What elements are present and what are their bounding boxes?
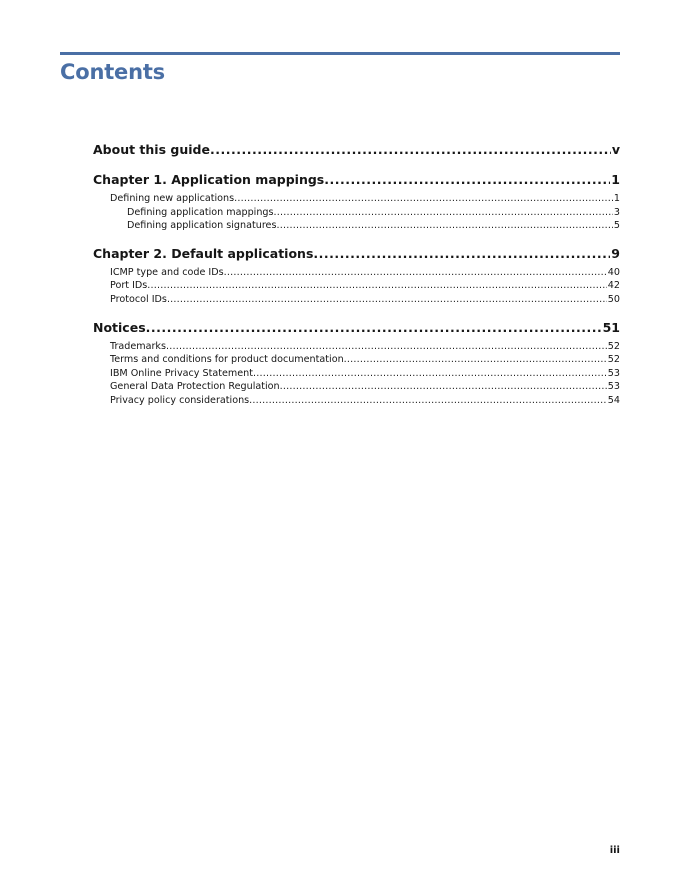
toc-entry-label: About this guide bbox=[93, 142, 210, 157]
toc-entry-label: Notices bbox=[93, 319, 146, 335]
toc-entry-port-ids[interactable] bbox=[93, 279, 620, 293]
toc-entry-label: ICMP type and code IDs bbox=[110, 266, 224, 278]
toc-entry-label: Privacy policy considerations bbox=[110, 394, 250, 406]
toc-entry-label: Terms and conditions for product documentation bbox=[110, 354, 344, 366]
toc-leader-dots bbox=[274, 206, 613, 220]
toc-entry-page: 42 bbox=[607, 280, 620, 292]
toc-entry-label: Port IDs bbox=[110, 280, 148, 292]
toc-entry-defining-new-applications[interactable] bbox=[93, 192, 620, 206]
toc-entry-gdpr[interactable] bbox=[93, 380, 620, 394]
toc-entry-page: 51 bbox=[602, 319, 620, 335]
toc-entry-label: Defining application signatures bbox=[127, 220, 277, 232]
toc-entry-page: 5 bbox=[613, 220, 620, 232]
toc-entry-page: v bbox=[611, 142, 620, 157]
toc-entry-label: Defining new applications bbox=[110, 193, 235, 204]
toc-entry-page: 52 bbox=[607, 354, 620, 366]
toc-entry-page: 3 bbox=[613, 206, 620, 218]
toc-entry-label: Defining application mappings bbox=[127, 206, 274, 218]
toc-entry-notices[interactable] bbox=[93, 319, 620, 337]
toc-entry-about[interactable] bbox=[93, 141, 620, 159]
toc-entry-label: General Data Protection Regulation bbox=[110, 381, 280, 393]
toc-leader-dots bbox=[324, 171, 610, 189]
toc-leader-dots bbox=[224, 266, 607, 280]
toc-section-chapter-1 bbox=[93, 171, 620, 233]
toc-entry-page: 53 bbox=[607, 381, 620, 393]
toc-entry-page: 9 bbox=[611, 245, 620, 261]
toc-leader-dots bbox=[280, 380, 607, 394]
toc-leader-dots bbox=[166, 340, 607, 354]
toc-entry-page: 1 bbox=[613, 193, 620, 204]
toc-entry-label: Chapter 1. Application mappings bbox=[93, 172, 325, 187]
toc-entry-page: 54 bbox=[607, 394, 620, 406]
toc-entry-terms-and-conditions[interactable] bbox=[93, 353, 620, 367]
toc-entry-chapter-2[interactable] bbox=[93, 245, 620, 263]
toc-leader-dots bbox=[147, 279, 606, 293]
toc-entry-defining-application-mappings[interactable] bbox=[93, 206, 620, 220]
toc-leader-dots bbox=[344, 353, 607, 367]
toc-section-about bbox=[93, 141, 620, 159]
toc-entry-page: 40 bbox=[607, 266, 620, 278]
toc-leader-dots bbox=[234, 192, 613, 206]
toc-entry-chapter-1[interactable] bbox=[93, 171, 620, 189]
toc-entry-label: IBM Online Privacy Statement bbox=[110, 367, 254, 379]
table-of-contents bbox=[93, 141, 620, 420]
toc-entry-defining-application-signatures[interactable] bbox=[93, 219, 620, 233]
toc-entry-page: 52 bbox=[607, 340, 620, 352]
toc-entry-trademarks[interactable] bbox=[93, 340, 620, 354]
toc-entry-privacy-policy-considerations[interactable] bbox=[93, 394, 620, 408]
toc-entry-label: Trademarks bbox=[110, 340, 166, 352]
toc-entry-ibm-online-privacy-statement[interactable] bbox=[93, 367, 620, 381]
title-rule bbox=[60, 52, 620, 55]
toc-entry-icmp-type-and-code-ids[interactable] bbox=[93, 266, 620, 280]
toc-entry-protocol-ids[interactable] bbox=[93, 293, 620, 307]
toc-leader-dots bbox=[210, 141, 611, 159]
toc-leader-dots bbox=[253, 367, 607, 381]
toc-entry-page: 1 bbox=[611, 172, 620, 187]
toc-entry-page: 50 bbox=[607, 293, 620, 305]
toc-leader-dots bbox=[313, 245, 610, 263]
page-title: Contents bbox=[60, 60, 165, 84]
toc-section-notices bbox=[93, 319, 620, 408]
toc-section-chapter-2 bbox=[93, 245, 620, 307]
toc-entry-label: Chapter 2. Default applications bbox=[93, 245, 314, 261]
toc-leader-dots bbox=[276, 219, 612, 233]
toc-leader-dots bbox=[146, 319, 602, 337]
toc-leader-dots bbox=[167, 293, 607, 307]
toc-entry-label: Protocol IDs bbox=[110, 293, 167, 305]
toc-entry-page: 53 bbox=[607, 367, 620, 379]
toc-leader-dots bbox=[249, 394, 607, 408]
page-number: iii bbox=[609, 845, 620, 856]
